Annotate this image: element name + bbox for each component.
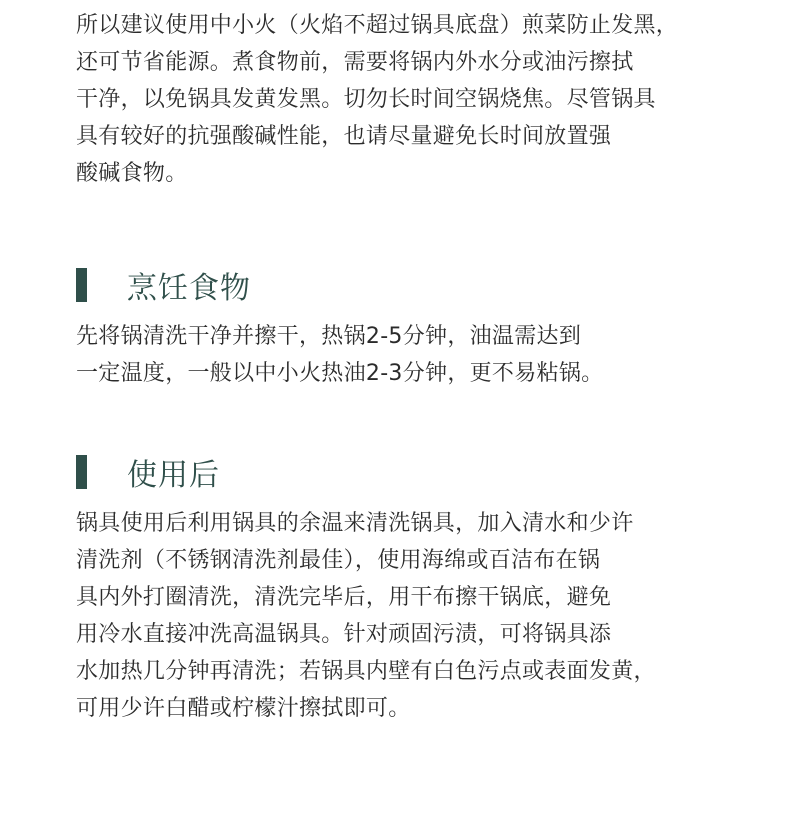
after-use-paragraph bbox=[76, 505, 656, 727]
text-line: 干净，以免锅具发黄发黑。切勿长时间空锅烧焦。尽管锅具 bbox=[76, 87, 656, 112]
text-line: 可用少许白醋或柠檬汁擦拭即可。 bbox=[76, 696, 411, 721]
text-line: 先将锅清洗干净并擦干，热锅2-5分钟，油温需达到 bbox=[76, 324, 582, 349]
text-line: 所以建议使用中小火（火焰不超过锅具底盘）煎菜防止发黑， bbox=[76, 13, 679, 38]
intro-paragraph bbox=[76, 7, 678, 192]
heading-bar-marker bbox=[76, 455, 87, 489]
section-title: 使用后 bbox=[127, 458, 220, 493]
heading-bar-marker bbox=[76, 268, 87, 302]
text-line: 具内外打圈清洗，清洗完毕后，用干布擦干锅底，避免 bbox=[76, 585, 612, 610]
text-line: 清洗剂（不锈钢清洗剂最佳），使用海绵或百洁布在锅 bbox=[76, 548, 601, 573]
cooking-paragraph bbox=[76, 318, 603, 392]
text-line: 用冷水直接冲洗高温锅具。针对顽固污渍，可将锅具添 bbox=[76, 622, 612, 647]
section-title: 烹饪食物 bbox=[127, 271, 251, 306]
section-heading-cooking bbox=[76, 265, 251, 305]
section-heading-after-use bbox=[76, 452, 220, 492]
text-line: 具有较好的抗强酸碱性能，也请尽量避免长时间放置强 bbox=[76, 124, 612, 149]
text-line: 一定温度，一般以中小火热油2-3分钟，更不易粘锅。 bbox=[76, 361, 604, 386]
text-line: 锅具使用后利用锅具的余温来清洗锅具，加入清水和少许 bbox=[76, 511, 634, 536]
text-line: 酸碱食物。 bbox=[76, 161, 188, 186]
text-line: 还可节省能源。煮食物前，需要将锅内外水分或油污擦拭 bbox=[76, 50, 634, 75]
text-line: 水加热几分钟再清洗；若锅具内壁有白色污点或表面发黄， bbox=[76, 659, 656, 684]
